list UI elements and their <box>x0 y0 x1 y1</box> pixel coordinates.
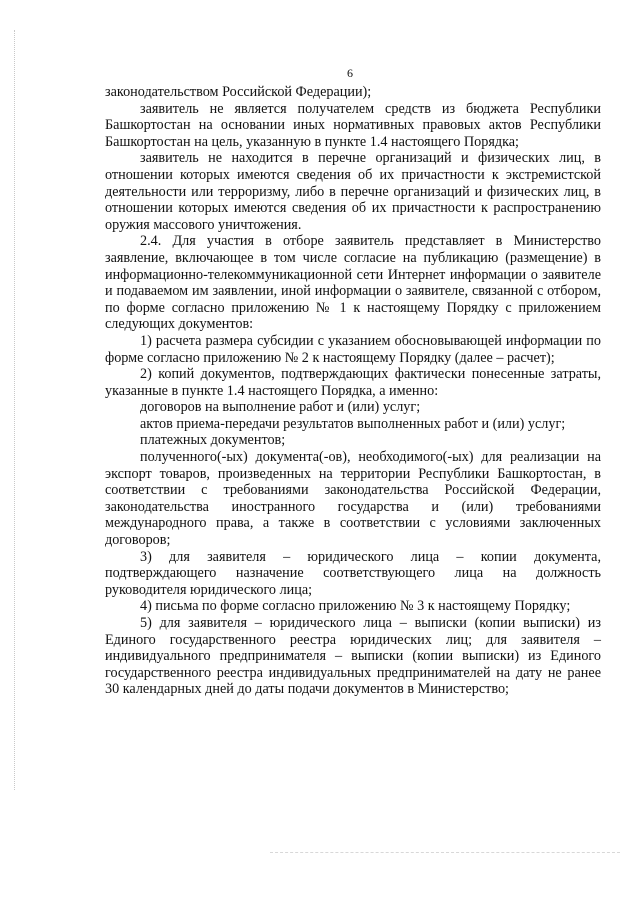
page-number: 6 <box>347 66 353 80</box>
paragraph-4: 2.4. Для участия в отборе заявитель представляет в Министерство заявление, включающее в том числе согласие на публикацию (размещение) в информационно-телекоммуникационной сети Интернет информации о заявителе и подаваемом им заявлении, иной информации о заявителе, связанной с отбором, по форме согласно приложению № 1 к настоящему Порядку с приложением следующих документов: <box>105 233 601 333</box>
paragraph-8: актов приема-передачи результатов выполненных работ и (или) услуг; <box>140 415 566 432</box>
paragraph-10: полученного(-ых) документа(-ов), необходимого(-ых) для реализации на экспорт товаров, произведенных на территории Республики Башкортостан, в соответствии с требованиями законодательства Российской Федерации, законодательства иностранного государства и (или) требованиями международного права, а также в соответствии с условиями заключенных договоров; <box>105 449 601 549</box>
document-body <box>105 84 601 698</box>
paragraph-3: заявитель не находится в перечне организаций и физических лиц, в отношении которых имеются сведения об их причастности к экстремистской деятельности или терроризму, либо в перечне организаций и физических лиц, в отношении которых имеются сведения об их причастности к распространению оружия массового уничтожения. <box>105 150 601 233</box>
scan-bottom-artifact <box>270 852 620 854</box>
paragraph-11: 3) для заявителя – юридического лица – копии документа, подтверждающего назначение соответствующего лица на должность руководителя юридического лица; <box>105 548 601 598</box>
paragraph-5: 1) расчета размера субсидии с указанием обосновывающей информации по форме согласно приложению № 2 к настоящему Порядку (далее – расчет); <box>105 332 601 366</box>
paragraph-6: 2) копий документов, подтверждающих фактически понесенные затраты, указанные в пункте 1.4 настоящего Порядка, а именно: <box>105 366 601 399</box>
scan-margin-artifact <box>14 30 16 790</box>
paragraph-7: договоров на выполнение работ и (или) услуг; <box>140 399 421 416</box>
paragraph-13: 5) для заявителя – юридического лица – выписки (копии выписки) из Единого государственного реестра юридических лиц; для заявителя – индивидуального предпринимателя – выписки (копии выписки) из Единого государственного реестра индивидуальных предпринимателей на дату не ранее 30 календарных дней до даты подачи документов в Министерство; <box>105 615 601 698</box>
paragraph-9: платежных документов; <box>140 432 286 449</box>
paragraph-2: заявитель не является получателем средств из бюджета Республики Башкортостан на основании иных нормативных правовых актов Республики Башкортостан на цель, указанную в пункте 1.4 настоящего Порядка; <box>105 100 601 150</box>
paragraph-1: законодательством Российской Федерации); <box>105 84 372 100</box>
paragraph-12: 4) письма по форме согласно приложению № 3 к настоящему Порядку; <box>140 598 571 615</box>
